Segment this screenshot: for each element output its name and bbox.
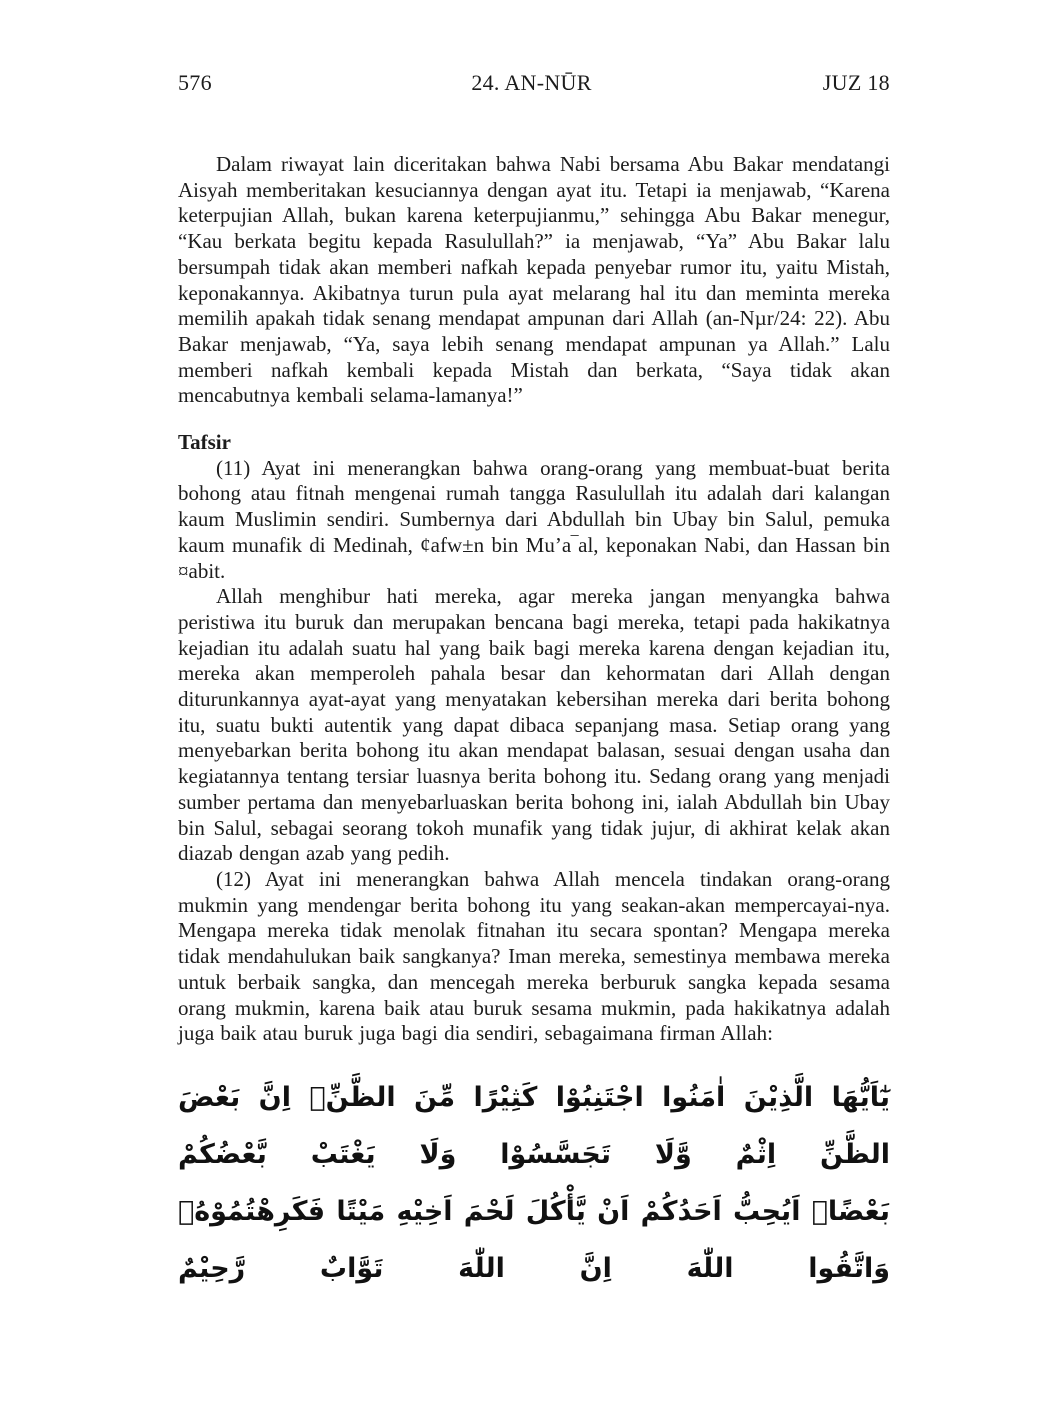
paragraph-ayat-12: (12) Ayat ini menerangkan bahwa Allah mencela tindakan orang-orang mukmin yang mendengar berita bohong itu yang seakan-akan mempercayai-nya. Mengapa mereka tidak menolak fitnahan itu secara spontan? Mengapa mereka tidak mendahulukan baik sangkanya? Iman mereka, semestinya membawa mereka untuk berbaik sangka, dan mencegah mereka berburuk sangka kepada sesama orang mukmin, karena baik atau buruk sesama mukmin, pada hakikatnya adalah juga baik atau buruk juga bagi dia sendiri, sebagaimana firman Allah: xyxy=(178,866,890,1046)
tafsir-section-heading: Tafsir xyxy=(178,430,231,455)
body-text xyxy=(178,152,890,1297)
paragraph-ayat-11: (11) Ayat ini menerangkan bahwa orang-orang yang membuat-buat berita bohong atau fitnah mengenai rumah tangga Rasulullah itu adalah dari kalangan kaum Muslimin sendiri. Sumbernya dari Abdullah bin Ubay bin Salul, pemuka kaum munafik di Medinah, ¢afw±n bin Mu’a‾al, keponakan Nabi, dan Hassan bin ¤abit. xyxy=(178,455,890,583)
arabic-verse-line-1: يٰٓاَيُّهَا الَّذِيْنَ اٰمَنُوا اجْتَنِبُوْا كَثِيْرًا مِّنَ الظَّنِّۖ اِنَّ بَعْضَ الظَّنِّ اِثْمٌ وَّلَا تَجَسَّسُوْا وَلَا يَغْتَبْ بَّعْضُكُمْ xyxy=(178,1081,890,1170)
surah-title: 24. AN-NŪR xyxy=(471,70,592,95)
juz-label: JUZ 18 xyxy=(822,70,890,95)
paragraph-riwayat: Dalam riwayat lain diceritakan bahwa Nabi bersama Abu Bakar mendatangi Aisyah memberitakan kesuciannya dengan ayat itu. Tetapi ia menjawab, “Karena keterpujian Allah, bukan karena keterpujianmu,” sehingga Abu Bakar menegur, “Kau berkata begitu kepada Rasulullah?” ia menjawab, “Ya” Abu Bakar lalu bersumpah tidak akan memberi nafkah kepada penyebar rumor itu, yaitu Mistah, keponakannya. Akibatnya turun pula ayat melarang hal itu dan meminta mereka memilih apakah tidak senang mendapat ampunan dari Allah (an-Nµr/24: 22). Abu Bakar menjawab, “Ya, saya lebih senang mendapat ampunan ya Allah.” Lalu memberi nafkah kembali kepada Mistah dan berkata, “Saya tidak akan mencabutnya kembali selama-lamanya!” xyxy=(178,152,890,408)
paragraph-allah-menghibur: Allah menghibur hati mereka, agar mereka jangan menyangka bahwa peristiwa itu buruk dan merupakan bencana bagi mereka, tetapi pada hakikatnya kejadian itu adalah suatu hal yang baik bagi mereka karena dengan kejadian itu, mereka akan memperoleh pahala besar dan kehormatan dari Allah dengan diturunkannya ayat-ayat yang menyatakan kebersihan mereka dari berita bohong itu, suatu bukti autentik yang dapat dibaca sepanjang masa. Setiap orang yang menyebarkan berita bohong itu akan mendapat balasan, sesuai dengan usaha dan kegiatannya tentang tersiar luasnya berita bohong itu. Sedang orang yang menjadi sumber pertama dan menyebarluaskan berita bohong ini, ialah Abdullah bin Ubay bin Salul, sebagai seorang tokoh munafik yang tidak jujur, di akhirat kelak akan diazab dengan azab yang pedih. xyxy=(178,584,890,866)
arabic-verse-line-2: بَعْضًاۗ اَيُحِبُّ اَحَدُكُمْ اَنْ يَّأْكُلَ لَحْمَ اَخِيْهِ مَيْتًا فَكَرِهْتُمُوْهُۗ وَاتَّقُوا اللّٰهَ اِنَّ اللّٰهَ تَوَّابٌ رَّحِيْمٌ xyxy=(178,1195,890,1284)
page-number: 576 xyxy=(178,70,212,95)
arabic-verse-block xyxy=(178,1069,890,1297)
running-header xyxy=(178,70,890,96)
